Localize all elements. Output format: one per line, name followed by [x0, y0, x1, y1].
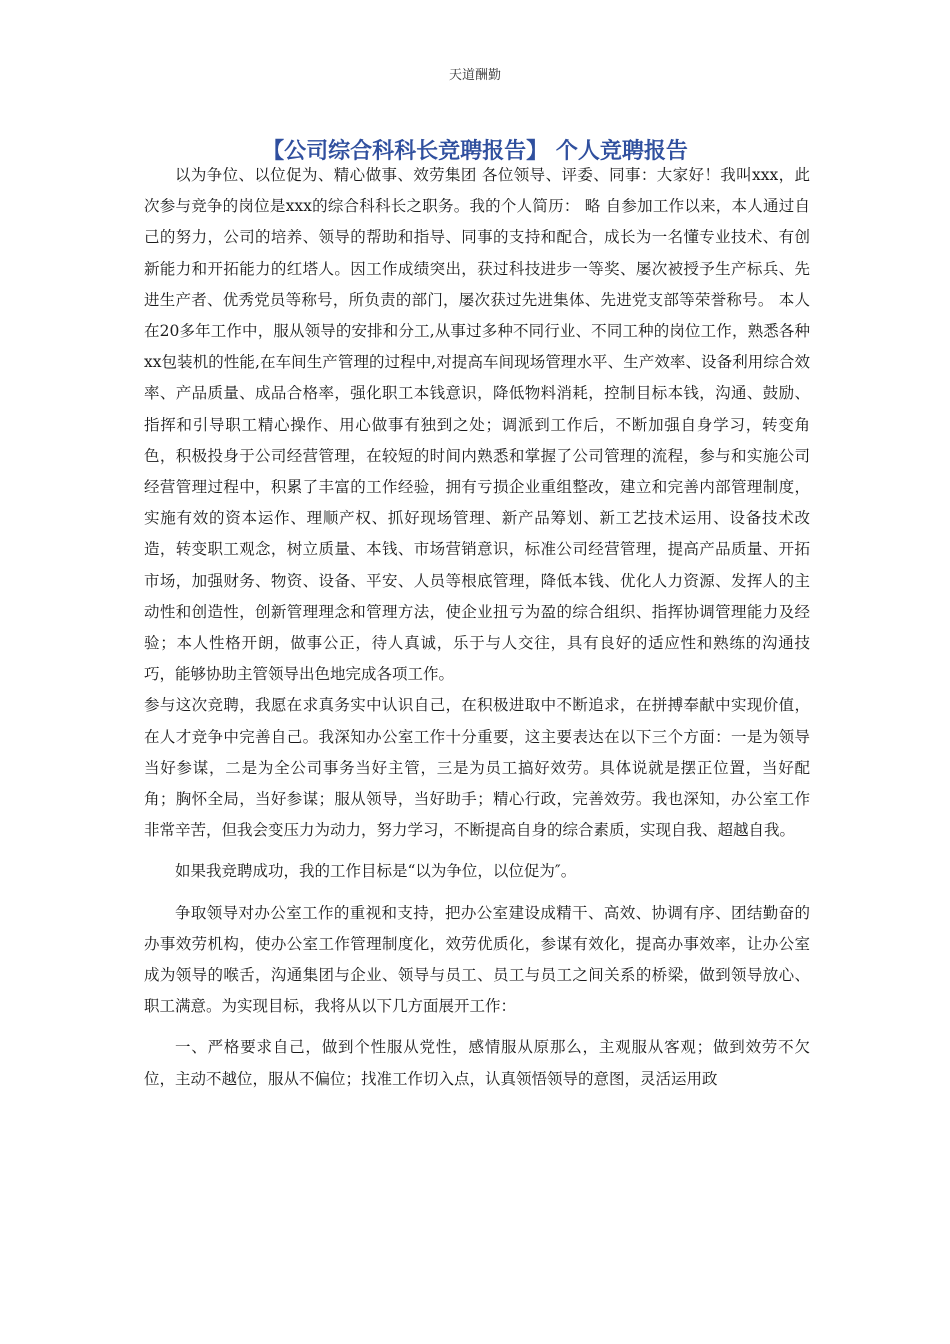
- paragraph-point-one: 一、严格要求自己，做到个性服从党性，感情服从原那么，主观服从客观；做到效劳不欠位，主动不越位，服从不偏位；找准工作切入点，认真领悟领导的意图，灵活运用政: [144, 1038, 810, 1088]
- page-header: 天道酬勤: [448, 68, 501, 83]
- paragraph-goal: 如果我竞聘成功，我的工作目标是“以为争位，以位促为″。: [175, 862, 577, 881]
- paragraph-intro: 以为争位、以位促为、精心做事、效劳集团 各位领导、评委、同事：大家好！我叫xxx，此次参与竞争的岗位是xxx的综合科科长之职务。我的个人简历： 略 自参加工作以来，本人通过自己的努力，公司的培养、领导的帮助和指导、同事的支持和配合，成长为一名懂专业技术、有创新能力和开拓能力的红塔人。因工作成绩突出，获过科技进步一等奖、屡次被授予生产标兵、先进生产者、优秀党员等称号，所负责的部门，屡次获过先进集体、先进党支部等荣誉称号。 本人在20多年工作中，服从领导的安排和分工,从事过多种不同行业、不同工种的岗位工作，熟悉各种xx包装机的性能,在车间生产管理的过程中,对提高车间现场管理水平、生产效率、设备利用综合效率、产品质量、成品合格率，强化职工本钱意识，降低物料消耗，控制目标本钱，沟通、鼓励、指挥和引导职工精心操作、用心做事有独到之处；调派到工作后，不断加强自身学习，转变角色，积极投身于公司经营管理，在较短的时间内熟悉和掌握了公司管理的流程，参与和实施公司经营管理过程中，积累了丰富的工作经验，拥有亏损企业重组整改，建立和完善内部管理制度，实施有效的资本运作、理顺产权、抓好现场管理、新产品筹划、新工艺技术运用、设备技术改造，转变职工观念，树立质量、本钱、市场营销意识，标准公司经营管理，提高产品质量、开拓市场，加强财务、物资、设备、平安、人员等根底管理，降低本钱、优化人力资源、发挥人的主动性和创造性，创新管理理念和管理方法，使企业扭亏为盈的综合组织、指挥协调管理能力及经验；本人性格开朗，做事公正，待人真诚，乐于与人交往，具有良好的适应性和熟练的沟通技巧，能够协助主管领导出色地完成各项工作。: [144, 166, 810, 684]
- document-body: [144, 160, 810, 1095]
- document-title: 【公司综合科科长竞聘报告】 个人竞聘报告: [262, 139, 688, 164]
- paragraph-motivation: 参与这次竞聘，我愿在求真务实中认识自己，在积极进取中不断追求，在拼搏奉献中实现价值，在人才竞争中完善自己。我深知办公室工作十分重要，这主要表达在以下三个方面：一是为领导当好参谋，二是为全公司事务当好主管，三是为员工搞好效劳。具体说就是摆正位置，当好配角；胸怀全局，当好参谋；服从领导，当好助手；精心行政，完善效劳。我也深知，办公室工作非常辛苦，但我会变压力为动力，努力学习，不断提高自身的综合素质，实现自我、超越自我。: [144, 696, 810, 840]
- paragraph-plan: 争取领导对办公室工作的重视和支持，把办公室建设成精干、高效、协调有序、团结勤奋的办事效劳机构，使办公室工作管理制度化，效劳优质化，参谋有效化，提高办事效率，让办公室成为领导的喉舌，沟通集团与企业、领导与员工、员工与员工之间关系的桥梁，做到领导放心、职工满意。为实现目标，我将从以下几方面展开工作：: [144, 903, 810, 1016]
